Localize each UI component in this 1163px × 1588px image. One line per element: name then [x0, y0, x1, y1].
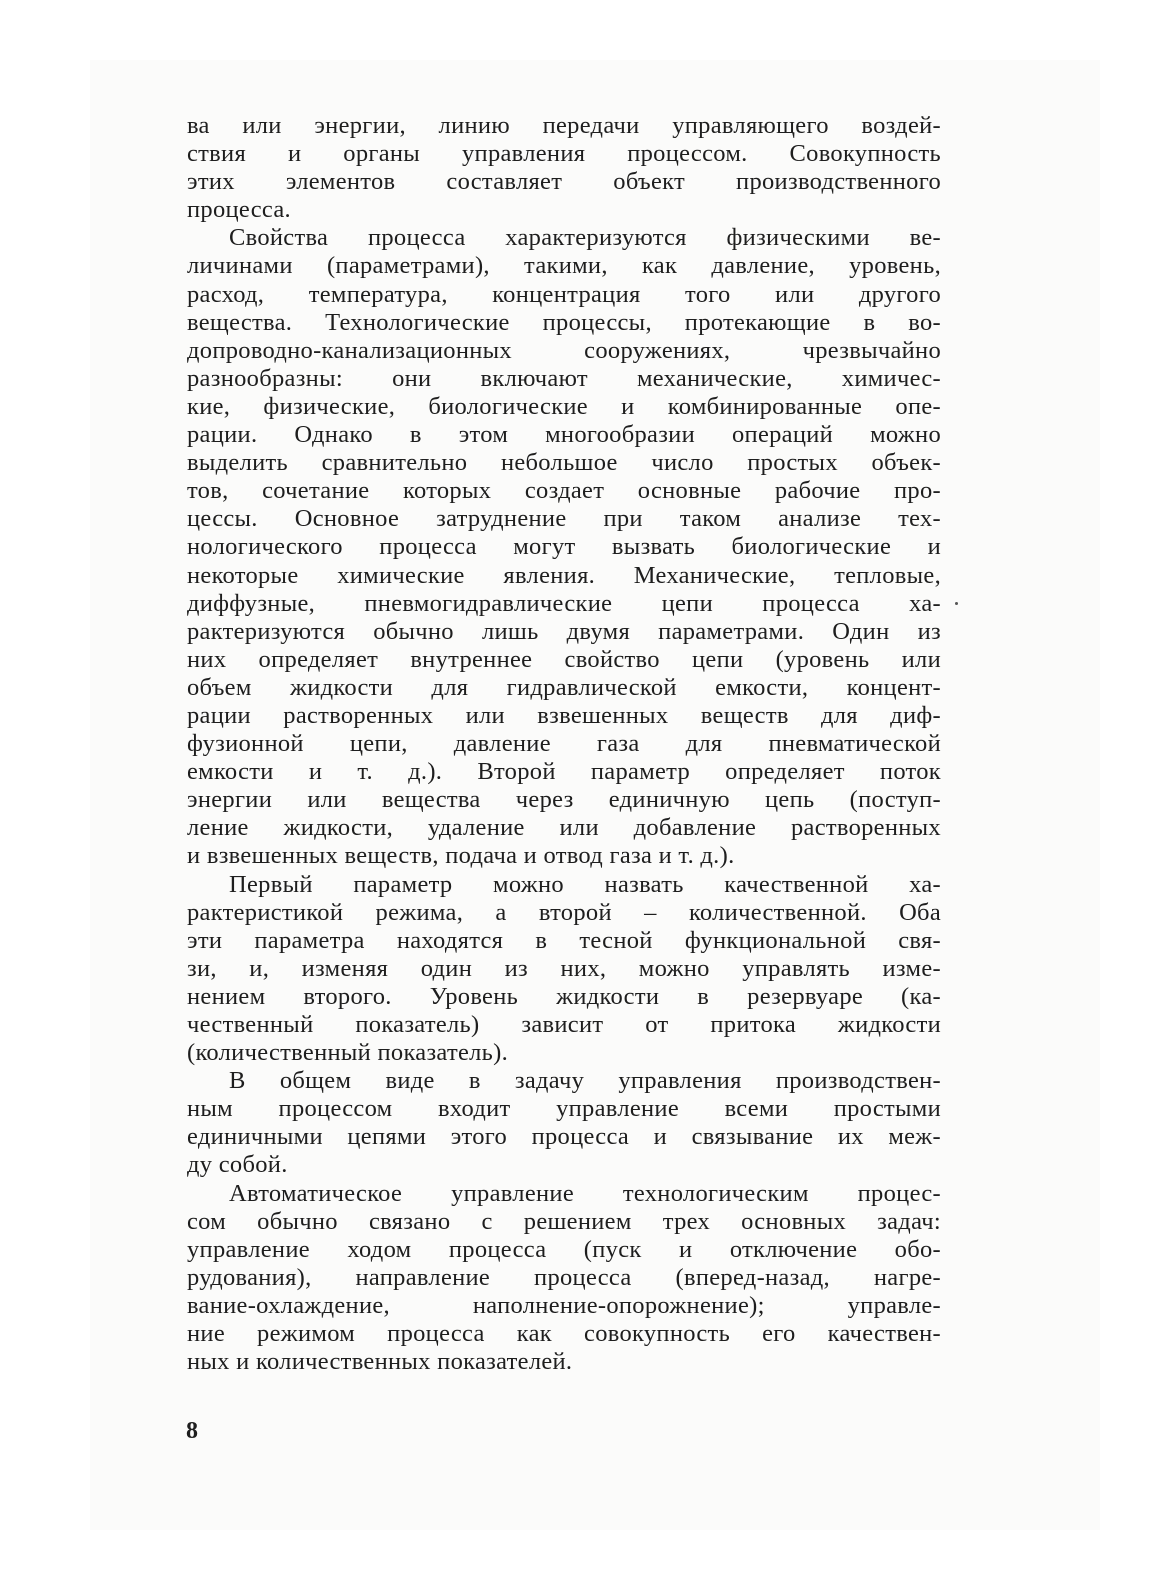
text-line: допроводно-канализационных сооружениях, чрезвычайно — [187, 336, 941, 364]
text-line: выделить сравнительно небольшое число простых объек- — [187, 449, 941, 477]
text-line: кие, физические, биологические и комбинированные опе- — [187, 392, 941, 420]
text-line: некоторые химические явления. Механические, тепловые, — [187, 561, 941, 589]
paragraph-3 — [187, 871, 941, 1068]
text-line: Автоматическое управление технологическим процес- — [229, 1179, 941, 1207]
text-line: ление жидкости, удаление или добавление растворенных — [187, 814, 941, 842]
text-line: ным процессом входит управление всеми простыми — [187, 1095, 941, 1123]
text-line: ду собой. — [187, 1151, 288, 1179]
paragraph-2 — [187, 224, 941, 870]
text-line: ствия и органы управления процессом. Совокупность — [187, 140, 941, 168]
text-line: личинами (параметрами), такими, как давление, уровень, — [187, 252, 941, 280]
text-line: расход, температура, концентрация того или другого — [187, 280, 941, 308]
text-line: рактеристикой режима, а второй – количественной. Оба — [187, 898, 941, 926]
body-text — [187, 112, 941, 1376]
text-line: цессы. Основное затруднение при таком анализе тех- — [187, 505, 941, 533]
text-line: рации растворенных или взвешенных веществ для диф- — [187, 701, 941, 729]
text-line: управление ходом процесса (пуск и отключение обо- — [187, 1235, 941, 1263]
text-line: разнообразны: они включают механические, химичес- — [187, 364, 941, 392]
text-line: эти параметра находятся в тесной функциональной свя- — [187, 926, 941, 954]
text-line: сом обычно связано с решением трех основных задач: — [187, 1207, 941, 1235]
text-line: зи, и, изменяя один из них, можно управлять изме- — [187, 954, 941, 982]
text-line: фузионной цепи, давление газа для пневматической — [187, 730, 941, 758]
paragraph-4 — [187, 1067, 941, 1179]
page-number: 8 — [186, 1418, 198, 1444]
text-line: чественный показатель) зависит от притока жидкости — [187, 1011, 941, 1038]
text-line: (количественный показатель). — [187, 1039, 509, 1067]
text-line: них определяет внутреннее свойство цепи (уровень или — [187, 645, 941, 673]
text-line: объем жидкости для гидравлической емкости, концент- — [187, 673, 941, 701]
text-line: единичными цепями этого процесса и связывание их меж- — [187, 1123, 941, 1151]
text-line: рудования), направление процесса (вперед-назад, нагре- — [187, 1263, 941, 1291]
text-line: вание-охлаждение, наполнение-опорожнение); управле- — [187, 1291, 941, 1319]
text-line: емкости и т. д.). Второй параметр определяет поток — [187, 758, 941, 786]
text-line: вещества. Технологические процессы, протекающие в во- — [187, 308, 941, 336]
scan-speck — [955, 602, 958, 605]
text-line: В общем виде в задачу управления производствен- — [229, 1067, 941, 1095]
text-line: процесса. — [187, 196, 291, 224]
text-line: диффузные, пневмогидравлические цепи процесса ха- — [187, 589, 941, 617]
paragraph-1 — [187, 112, 941, 224]
text-line: рации. Однако в этом многообразии операций можно — [187, 421, 941, 449]
text-line: этих элементов составляет объект производственного — [187, 168, 941, 196]
text-line: энергии или вещества через единичную цепь (поступ- — [187, 786, 941, 814]
text-line: тов, сочетание которых создает основные рабочие про- — [187, 477, 941, 505]
text-line: и взвешенных веществ, подача и отвод газа и т. д.). — [187, 842, 735, 870]
text-line: ных и количественных показателей. — [187, 1348, 573, 1376]
text-line: рактеризуются обычно лишь двумя параметрами. Один из — [187, 617, 941, 645]
text-line: ва или энергии, линию передачи управляющего воздей- — [187, 112, 941, 139]
text-line: нением второго. Уровень жидкости в резервуаре (ка- — [187, 982, 941, 1010]
text-line: Свойства процесса характеризуются физическими ве- — [229, 224, 941, 252]
text-line: Первый параметр можно назвать качественной ха- — [229, 870, 941, 898]
text-line: ние режимом процесса как совокупность его качествен- — [187, 1320, 941, 1348]
text-line: нологического процесса могут вызвать биологические и — [187, 533, 941, 561]
paragraph-5 — [187, 1180, 941, 1377]
